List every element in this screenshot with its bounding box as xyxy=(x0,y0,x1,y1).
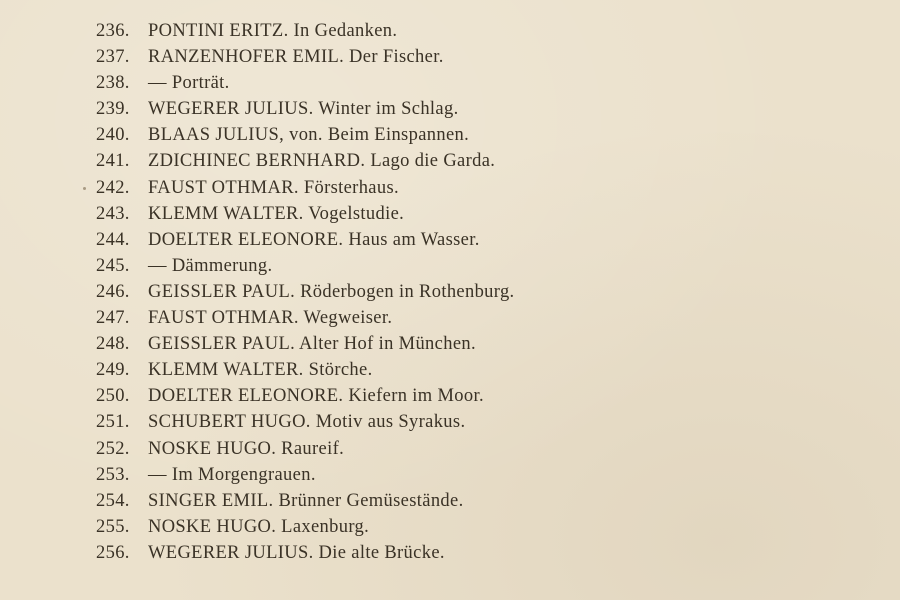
entry-number: 248. xyxy=(96,334,130,355)
entry-text: KLEMM WALTER. Störche. xyxy=(148,360,373,381)
entry-number: 244. xyxy=(96,229,130,250)
entry-number: 241. xyxy=(96,151,130,172)
entry-number: 256. xyxy=(96,542,130,563)
entry-text: KLEMM WALTER. Vogelstudie. xyxy=(148,203,405,224)
entry-text: — Dämmerung. xyxy=(148,255,273,276)
entry-number: 245. xyxy=(96,255,130,276)
entry-number: 239. xyxy=(96,99,130,120)
entry-text: DOELTER ELEONORE. Haus am Wasser. xyxy=(148,229,480,250)
catalog-entry xyxy=(96,409,515,435)
entry-number: 243. xyxy=(96,203,130,224)
entry-number: 249. xyxy=(96,360,130,381)
catalog-entry xyxy=(96,253,515,279)
catalog-entry xyxy=(96,436,515,462)
entry-text: FAUST OTHMAR. Försterhaus. xyxy=(148,177,399,198)
entry-text: RANZENHOFER EMIL. Der Fischer. xyxy=(148,47,444,68)
catalog-entry xyxy=(96,383,515,409)
catalog-entry xyxy=(96,488,515,514)
entry-number: 242. xyxy=(96,177,130,198)
catalog-entry xyxy=(96,540,515,566)
entry-text: ZDICHINEC BERNHARD. Lago die Garda. xyxy=(148,151,496,172)
entry-text: FAUST OTHMAR. Wegweiser. xyxy=(148,308,393,329)
catalog-entry xyxy=(96,122,515,148)
entry-number: 251. xyxy=(96,412,130,433)
catalog-list xyxy=(96,18,515,566)
catalog-entry xyxy=(96,201,515,227)
entry-number: 250. xyxy=(96,386,130,407)
entry-text: NOSKE HUGO. Laxenburg. xyxy=(148,516,370,537)
catalog-entry xyxy=(96,44,515,70)
entry-number: 237. xyxy=(96,47,130,68)
entry-text: PONTINI ERITZ. In Gedanken. xyxy=(148,21,398,41)
entry-number: 240. xyxy=(96,125,130,146)
entry-text: — Porträt. xyxy=(148,73,230,94)
catalog-entry xyxy=(96,175,515,201)
entry-text: SCHUBERT HUGO. Motiv aus Syrakus. xyxy=(148,412,466,433)
entry-number: 236. xyxy=(96,21,130,41)
entry-number: 247. xyxy=(96,308,130,329)
entry-number: 255. xyxy=(96,516,130,537)
entry-text: DOELTER ELEONORE. Kiefern im Moor. xyxy=(148,386,484,407)
catalog-entry xyxy=(96,96,515,122)
entry-text: GEISSLER PAUL. Röderbogen in Rothenburg. xyxy=(148,281,515,302)
catalog-entry xyxy=(96,331,515,357)
catalog-entry xyxy=(96,357,515,383)
entry-text: — Im Morgengrauen. xyxy=(148,464,316,485)
paper-speck xyxy=(83,187,86,190)
catalog-entry xyxy=(96,305,515,331)
entry-text: SINGER EMIL. Brünner Gemüsestände. xyxy=(148,490,464,511)
entry-number: 254. xyxy=(96,490,130,511)
entry-number: 246. xyxy=(96,281,130,302)
entry-text: WEGERER JULIUS. Winter im Schlag. xyxy=(148,99,459,120)
entry-text: NOSKE HUGO. Raureif. xyxy=(148,438,345,459)
catalog-entry xyxy=(96,70,515,96)
entry-text: BLAAS JULIUS, von. Beim Einspannen. xyxy=(148,125,470,146)
entry-number: 238. xyxy=(96,73,130,94)
entry-text: WEGERER JULIUS. Die alte Brücke. xyxy=(148,542,445,563)
catalog-entry xyxy=(96,18,515,44)
catalog-entry xyxy=(96,227,515,253)
entry-number: 253. xyxy=(96,464,130,485)
catalog-entry xyxy=(96,462,515,488)
entry-text: GEISSLER PAUL. Alter Hof in München. xyxy=(148,334,476,355)
catalog-entry xyxy=(96,279,515,305)
catalog-entry xyxy=(96,148,515,174)
entry-number: 252. xyxy=(96,438,130,459)
catalog-entry xyxy=(96,514,515,540)
